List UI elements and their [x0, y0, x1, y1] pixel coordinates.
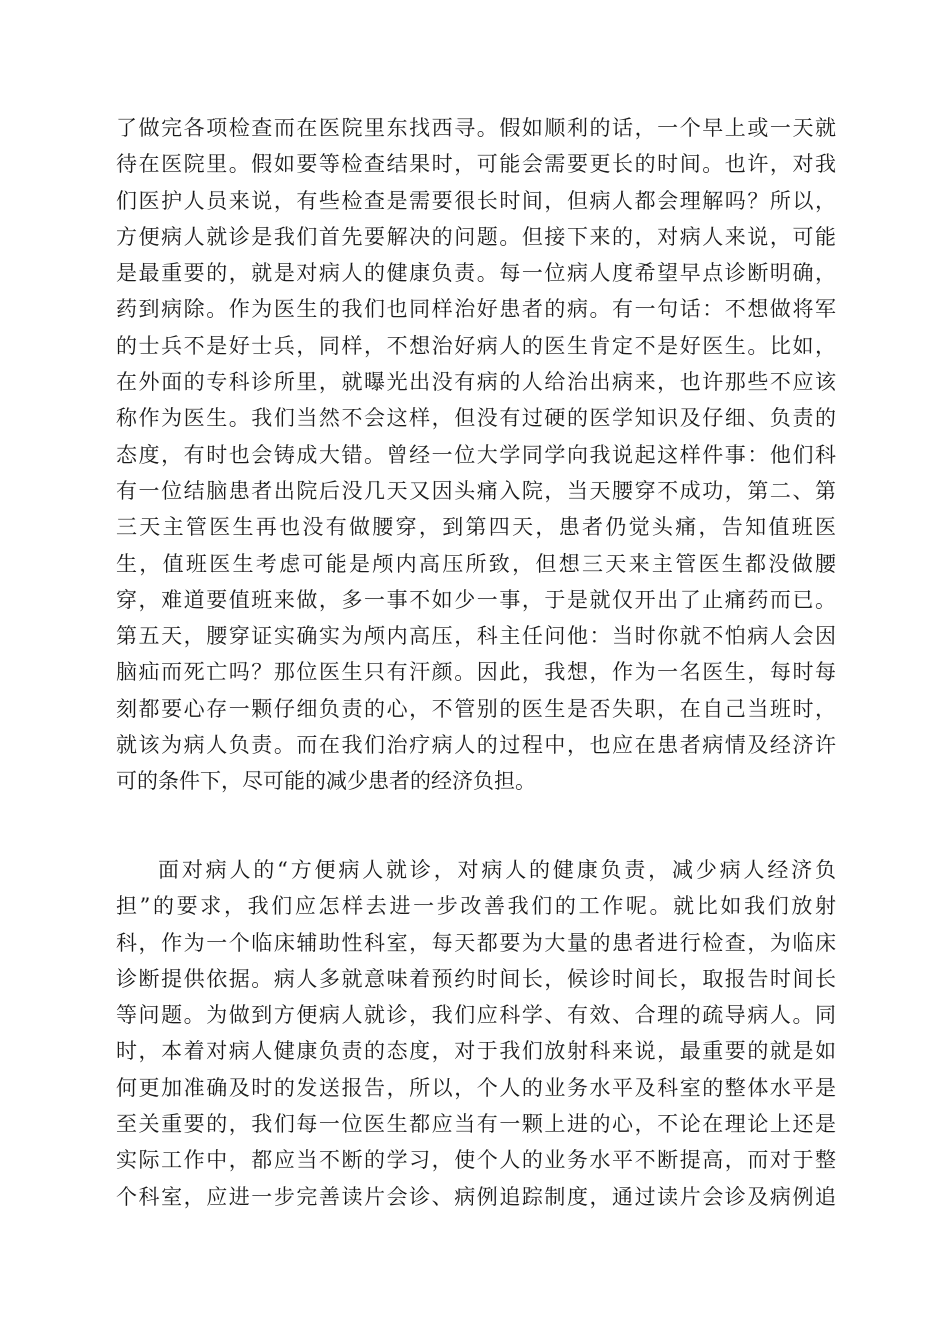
text-line: 诊断提供依据。病人多就意味着预约时间长，候诊时间长，取报告时间长	[116, 966, 836, 991]
paragraph-2	[116, 852, 836, 1215]
text-line: 实际工作中，都应当不断的学习，使个人的业务水平不断提高，而对于整	[116, 1148, 836, 1173]
text-line: 穿，难道要值班来做，多一事不如少一事，于是就仅开出了止痛药而已。	[116, 587, 836, 612]
text-line: 至关重要的，我们每一位医生都应当有一颗上进的心，不论在理论上还是	[116, 1112, 836, 1137]
paragraph-1	[116, 110, 836, 800]
text-line: 科，作为一个临床辅助性科室，每天都要为大量的患者进行检查，为临床	[116, 930, 836, 955]
text-line: 可的条件下，尽可能的减少患者的经济负担。	[116, 769, 536, 794]
text-line: 是最重要的，就是对病人的健康负责。每一位病人度希望早点诊断明确，	[116, 261, 836, 286]
text-line: 面对病人的“方便病人就诊，对病人的健康负责，减少病人经济负	[158, 858, 836, 882]
text-line: 方便病人就诊是我们首先要解决的问题。但接下来的，对病人来说，可能	[116, 224, 836, 249]
text-line: 担”的要求，我们应怎样去进一步改善我们的工作呢。就比如我们放射	[116, 894, 836, 919]
text-line: 时，本着对病人健康负责的态度，对于我们放射科来说，最重要的就是如	[116, 1039, 836, 1064]
text-line: 的士兵不是好士兵，同样，不想治好病人的医生肯定不是好医生。比如，	[116, 333, 836, 358]
text-line: 三天主管医生再也没有做腰穿，到第四天，患者仍觉头痛，告知值班医	[116, 515, 836, 540]
text-line: 们医护人员来说，有些检查是需要很长时间，但病人都会理解吗？所以，	[116, 188, 836, 213]
text-line: 个科室，应进一步完善读片会诊、病例追踪制度，通过读片会诊及病例追	[116, 1184, 836, 1209]
text-line: 有一位结脑患者出院后没几天又因头痛入院，当天腰穿不成功，第二、第	[116, 478, 836, 503]
text-line: 第五天，腰穿证实确实为颅内高压，科主任问他：当时你就不怕病人会因	[116, 624, 836, 649]
text-line: 了做完各项检查而在医院里东找西寻。假如顺利的话，一个早上或一天就	[116, 116, 836, 140]
text-line: 刻都要心存一颗仔细负责的心，不管别的医生是否失职，在自己当班时，	[116, 696, 836, 721]
text-line: 称作为医生。我们当然不会这样，但没有过硬的医学知识及仔细、负责的	[116, 406, 836, 431]
text-line: 脑疝而死亡吗？那位医生只有汗颜。因此，我想，作为一名医生，每时每	[116, 660, 836, 685]
text-line: 何更加准确及时的发送报告，所以，个人的业务水平及科室的整体水平是	[116, 1075, 836, 1100]
text-line: 待在医院里。假如要等检查结果时，可能会需要更长的时间。也许，对我	[116, 152, 836, 177]
text-line: 态度，有时也会铸成大错。曾经一位大学同学向我说起这样件事：他们科	[116, 442, 836, 467]
text-line: 就该为病人负责。而在我们治疗病人的过程中，也应在患者病情及经济许	[116, 733, 836, 758]
text-line: 生，值班医生考虑可能是颅内高压所致，但想三天来主管医生都没做腰	[116, 551, 836, 576]
text-line: 等问题。为做到方便病人就诊，我们应科学、有效、合理的疏导病人。同	[116, 1003, 836, 1028]
text-line: 药到病除。作为医生的我们也同样治好患者的病。有一句话：不想做将军	[116, 297, 836, 322]
text-line: 在外面的专科诊所里，就曝光出没有病的人给治出病来，也许那些不应该	[116, 370, 836, 395]
